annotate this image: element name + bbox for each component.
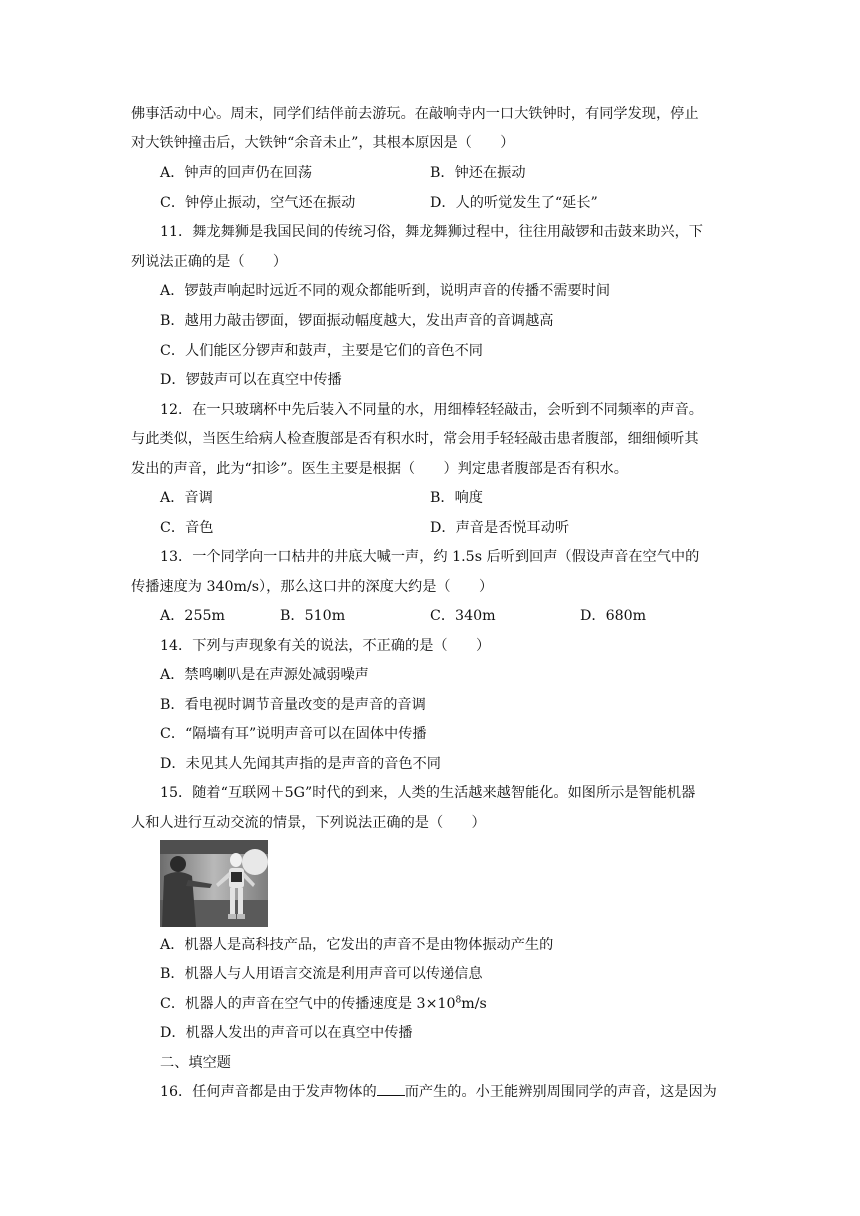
q16-text-after-blank: 而产生的。小王能辨别周围同学的声音，这是因为: [404, 1084, 717, 1100]
q15-line1: 15．随着“互联网＋5G”时代的到来，人类的生活越来越智能化。如图所示是智能机器: [160, 785, 696, 801]
q14-option-c: C．“隔墙有耳”说明声音可以在固体中传播: [160, 726, 427, 742]
q16-answer-blank: [377, 1082, 405, 1096]
q13-option-c: C．340m: [430, 608, 496, 624]
q16-text-before-blank: 16．任何声音都是由于发声物体的: [160, 1084, 377, 1100]
q15-option-b: B．机器人与人用语言交流是利用声音可以传递信息: [160, 966, 483, 982]
q10-line1: 佛事活动中心。周末，同学们结伴前去游玩。在敲响寺内一口大铁钟时，有同学发现，停止: [131, 106, 699, 122]
q15-option-a: A．机器人是高科技产品，它发出的声音不是由物体振动产生的: [160, 937, 554, 953]
q15-option-c-unit: m/s: [461, 996, 487, 1012]
q12-line2: 与此类似，当医生给病人检查腹部是否有积水时，常会用手轻轻敲击患者腹部，细细倾听其: [131, 431, 699, 447]
q13-option-a: A．255m: [160, 608, 225, 624]
q16-line1: [160, 1082, 717, 1102]
q10-option-a: A．钟声的回声仍在回荡: [160, 165, 313, 181]
q10-option-b: B．钟还在振动: [430, 165, 526, 181]
q12-option-d: D．声音是否悦耳动听: [430, 520, 570, 536]
q12-option-a: A．音调: [160, 490, 213, 506]
q14-option-d: D．未见其人先闻其声指的是声音的音色不同: [160, 756, 441, 772]
q12-line3: 发出的声音，此为“扣诊”。医生主要是根据（ ）判定患者腹部是否有积水。: [131, 461, 628, 477]
section-title-fill-in: 二、填空题: [160, 1055, 231, 1071]
q13-line2: 传播速度为 340m/s），那么这口井的深度大约是（ ）: [131, 579, 494, 595]
q11-line2: 列说法正确的是（ ）: [131, 254, 288, 270]
q12-option-c: C．音色: [160, 520, 214, 536]
q15-line2: 人和人进行互动交流的情景，下列说法正确的是（ ）: [131, 815, 486, 831]
q13-option-d: D．680m: [580, 608, 647, 624]
q15-option-c-exponent: 8: [455, 995, 462, 1006]
robot-photo: [160, 840, 268, 927]
q14-line1: 14．下列与声现象有关的说法，不正确的是（ ）: [160, 638, 491, 654]
q12-line1: 12．在一只玻璃杯中先后装入不同量的水，用细棒轻轻敲击，会听到不同频率的声音。: [160, 402, 703, 418]
q13-line1: 13．一个同学向一口枯井的井底大喊一声，约 1.5s 后听到回声（假设声音在空气中的: [160, 549, 700, 565]
robot-photo-illustration: [160, 840, 268, 927]
q11-option-d: D．锣鼓声可以在真空中传播: [160, 372, 342, 388]
q11-option-b: B．越用力敲击锣面，锣面振动幅度越大，发出声音的音调越高: [160, 313, 554, 329]
q14-option-a: A．禁鸣喇叭是在声源处减弱噪声: [160, 667, 369, 683]
q10-option-d: D．人的听觉发生了“延长”: [430, 195, 598, 211]
q14-option-b: B．看电视时调节音量改变的是声音的音调: [160, 697, 426, 713]
q15-option-c: [160, 994, 487, 1014]
q10-option-c: C．钟停止振动，空气还在振动: [160, 195, 356, 211]
q15-option-d: D．机器人发出的声音可以在真空中传播: [160, 1025, 413, 1041]
q10-line2: 对大铁钟撞击后，大铁钟“余音未止”，其根本原因是（ ）: [131, 135, 515, 151]
q15-option-c-text: C．机器人的声音在空气中的传播速度是 3×10: [160, 996, 456, 1012]
q12-option-b: B．响度: [430, 490, 483, 506]
q11-option-a: A．锣鼓声响起时远近不同的观众都能听到，说明声音的传播不需要时间: [160, 283, 611, 299]
q13-option-b: B．510m: [280, 608, 346, 624]
q11-line1: 11．舞龙舞狮是我国民间的传统习俗，舞龙舞狮过程中，往往用敲锣和击鼓来助兴，下: [160, 224, 703, 240]
q11-option-c: C．人们能区分锣声和鼓声，主要是它们的音色不同: [160, 343, 483, 359]
